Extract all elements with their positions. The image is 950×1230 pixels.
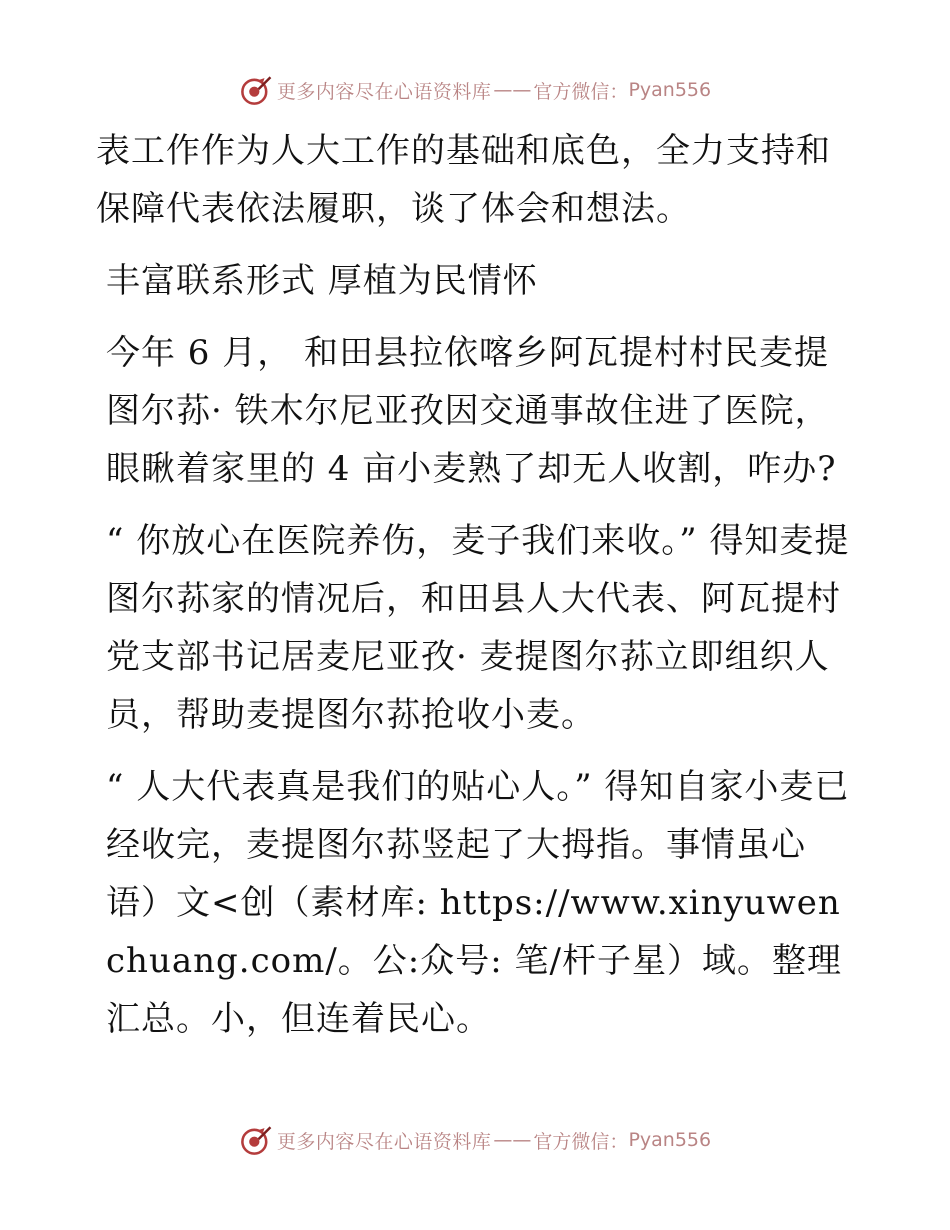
watermark-label: 官方微信： xyxy=(533,80,629,103)
watermark-separator: —— xyxy=(493,79,532,101)
paragraph-3: “ 你放心在医院养伤，麦子我们来收。” 得知麦提图尔荪家的情况后，和田县人大代表、阿瓦提村党支部书记居麦尼亚孜· 麦提图尔荪立即组织人员，帮助麦提图尔荪抢收小麦。 xyxy=(106,521,850,735)
pen-circle-icon xyxy=(239,1123,273,1157)
watermark-handle: Pyan556 xyxy=(628,79,712,101)
pen-circle-icon xyxy=(239,73,273,107)
watermark-separator: —— xyxy=(493,1129,532,1151)
paragraph-2: 今年 6 月， 和田县拉依喀乡阿瓦提村村民麦提图尔荪· 铁木尔尼亚孜因交通事故住进了医院，眼瞅着家里的 4 亩小麦熟了却无人收割，咋办? xyxy=(106,333,837,489)
paragraph-1: 表工作作为人大工作的基础和底色，全力支持和保障代表依法履职，谈了体会和想法。 xyxy=(96,131,831,229)
watermark-handle: Pyan556 xyxy=(628,1129,712,1151)
watermark-prefix: 更多内容尽在心语资料库 xyxy=(276,1130,492,1153)
watermark-label: 官方微信： xyxy=(533,1130,629,1153)
document-body xyxy=(96,122,856,1048)
section-heading: 丰富联系形式 厚植为民情怀 xyxy=(106,261,538,301)
watermark-footer xyxy=(0,1120,950,1160)
watermark-header xyxy=(0,70,950,110)
watermark-prefix: 更多内容尽在心语资料库 xyxy=(276,80,492,103)
paragraph-4: “ 人大代表真是我们的贴心人。” 得知自家小麦已经收完，麦提图尔荪竖起了大拇指。事情虽心语）文<创（素材库: https://www.xinyuwenchuang.com/。公:众号: 笔/杆子星）域。整理汇总。小，但连着民心。 xyxy=(106,767,850,1039)
